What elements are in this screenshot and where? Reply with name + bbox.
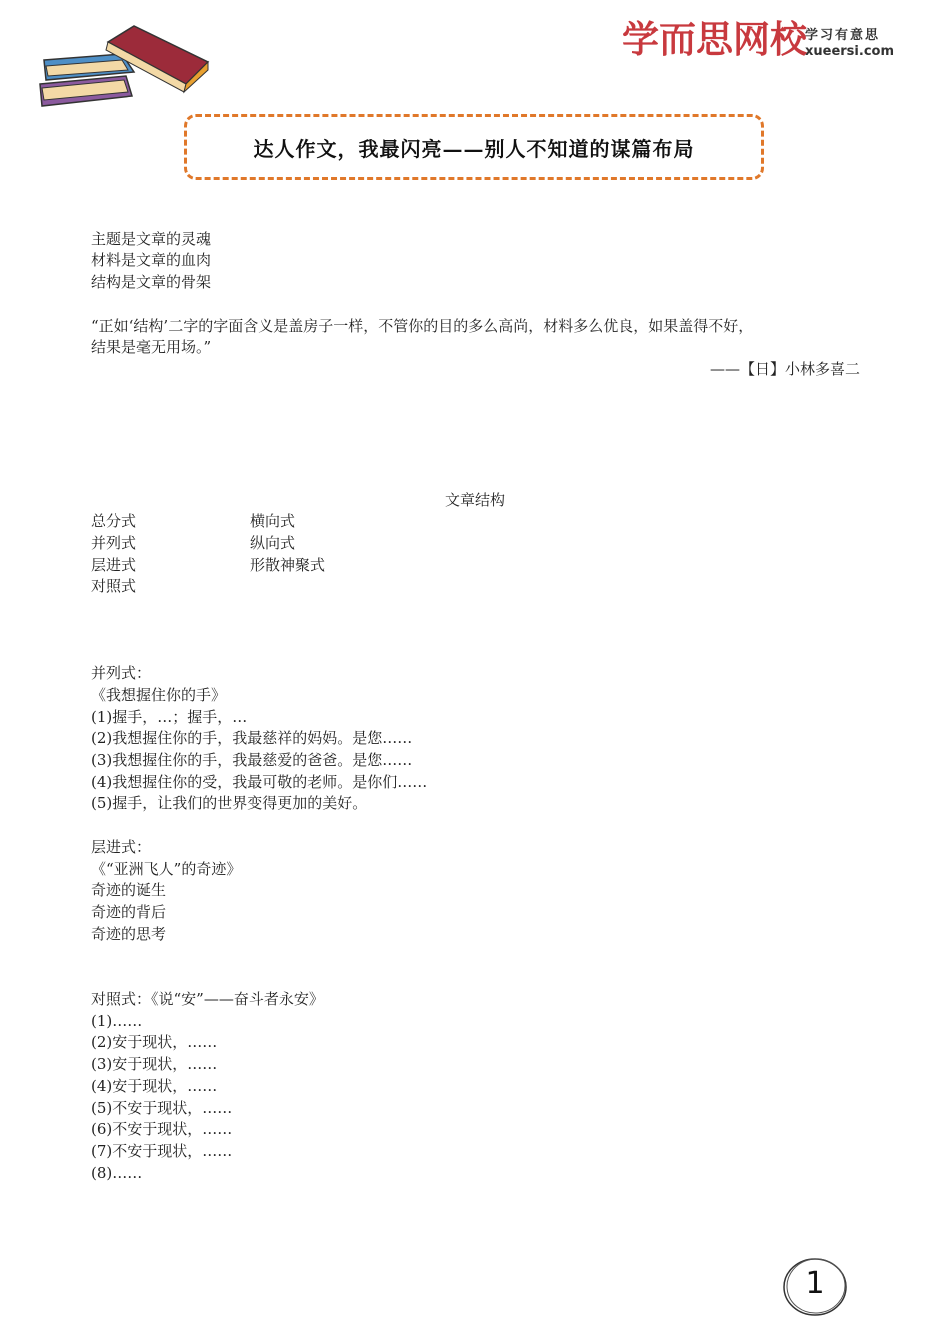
- page-title: 达人作文，我最闪亮——别人不知道的谋篇布局: [253, 136, 695, 161]
- structure-item: 横向式: [250, 512, 296, 530]
- structure-item: 对照式: [91, 577, 137, 595]
- list-item: (1)握手，…；握手，…: [91, 708, 248, 726]
- intro-line: 主题是文章的灵魂: [91, 230, 212, 248]
- structure-item: 总分式: [91, 512, 137, 530]
- brand-name: 学而思网校: [622, 18, 807, 61]
- list-item: (7)不安于现状，……: [91, 1142, 233, 1160]
- quote-line: “正如‘结构’二字的字面含义是盖房子一样，不管你的目的多么高尚，材料多么优良，如果盖得不好，: [91, 317, 754, 335]
- list-item: (4)安于现状，……: [91, 1077, 218, 1095]
- list-item: 奇迹的思考: [91, 925, 167, 943]
- list-item: (4)我想握住你的受，我最可敬的老师。是你们……: [91, 773, 428, 791]
- list-item: (3)我想握住你的手，我最慈爱的爸爸。是您……: [91, 751, 413, 769]
- section-heading: 文章结构: [444, 491, 505, 509]
- list-item: (5)握手，让我们的世界变得更加的美好。: [91, 794, 368, 812]
- page-number-badge: [781, 1256, 849, 1318]
- section-label: 并列式：: [91, 664, 152, 682]
- books-stack-icon: [36, 22, 214, 110]
- brand-slogan: 学习有意思: [805, 28, 881, 43]
- section-label: 对照式：《说“安”——奋斗者永安》: [91, 990, 324, 1008]
- quote-line: 结果是毫无用场。”: [91, 338, 212, 356]
- example-title: 《“亚洲飞人”的奇迹》: [91, 860, 242, 878]
- example-title: 《我想握住你的手》: [91, 686, 227, 704]
- intro-line: 结构是文章的骨架: [91, 273, 212, 291]
- page-number: 1: [805, 1266, 825, 1301]
- quote-attribution: ——【日】小林多喜二: [709, 360, 860, 378]
- structure-item: 形散神聚式: [250, 556, 326, 574]
- list-item: (2)我想握住你的手，我最慈祥的妈妈。是您……: [91, 729, 413, 747]
- brand-logo: [622, 18, 902, 66]
- list-item: (3)安于现状，……: [91, 1055, 218, 1073]
- list-item: (5)不安于现状，……: [91, 1099, 233, 1117]
- brand-url: xueersi.com: [805, 44, 895, 59]
- intro-line: 材料是文章的血肉: [91, 251, 212, 269]
- list-item: (1)……: [91, 1012, 143, 1030]
- section-label: 层进式：: [91, 838, 152, 856]
- list-item: (8)……: [91, 1164, 143, 1182]
- structure-item: 层进式: [91, 556, 137, 574]
- structure-item: 纵向式: [250, 534, 296, 552]
- list-item: 奇迹的背后: [91, 903, 167, 921]
- list-item: (2)安于现状，……: [91, 1033, 218, 1051]
- structure-item: 并列式: [91, 534, 137, 552]
- list-item: (6)不安于现状，……: [91, 1120, 233, 1138]
- title-banner: [184, 114, 764, 180]
- list-item: 奇迹的诞生: [91, 881, 167, 899]
